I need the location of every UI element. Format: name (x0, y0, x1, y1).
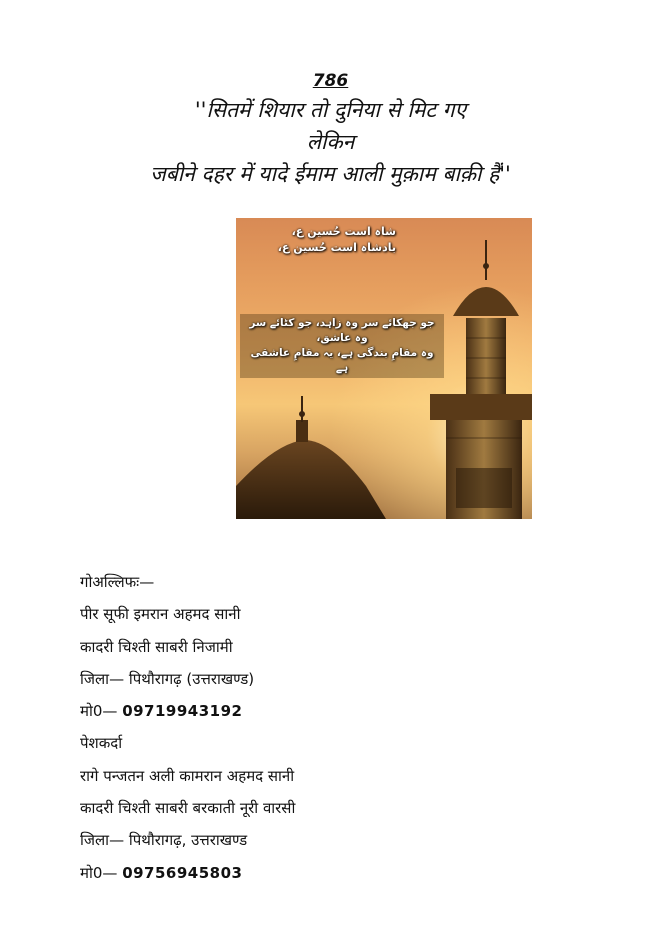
author-mobile-label: मो0— (80, 702, 118, 721)
urdu-top-line-2: بادشاہ است حُسین ع، (277, 241, 396, 254)
header (0, 68, 661, 190)
author-order: कादरी चिश्ती साबरी निजामी (80, 637, 233, 656)
presenter-mobile-row (80, 857, 295, 889)
author-name: पीर सूफी इमरान अहमद सानी (80, 605, 241, 624)
page-number-786: 786 (312, 71, 349, 91)
presenter-mobile: 09756945803 (122, 863, 243, 882)
urdu-mid-line-3: وہ مقامِ بندگی ہے، یہ مقامِ عاشقی (250, 347, 434, 359)
shrine-image (236, 218, 532, 519)
presenter-mobile-label: मो0— (80, 863, 118, 882)
urdu-caption-top (246, 224, 396, 256)
presenter-order: कादरी चिश्ती साबरी बरकाती नूरी वारसी (80, 799, 296, 818)
presenter-label: पेशकर्दा (80, 734, 123, 753)
poem-line-1: ''सितमें शियार तो दुनिया से मिट गए (194, 98, 467, 122)
urdu-mid-line-1: جو جھکائے سر وہ زاہد، جو کٹائے سر (249, 317, 435, 329)
author-mobile: 09719943192 (122, 702, 243, 721)
urdu-mid-line-4: ہے (335, 362, 349, 374)
poem-line-3: जबीने दहर में यादे ईमाम आली मुक़ाम बाक़ी हैं'' (150, 162, 511, 186)
urdu-mid-line-2: وہ عاشق، (316, 332, 368, 344)
presenter-district: जिला— पिथौरागढ़, उत्तराखण्ड (80, 831, 248, 850)
presenter-name: रागे पन्जतन अली कामरान अहमद सानी (80, 766, 295, 785)
poem-line-2: लेकिन (306, 130, 355, 154)
author-district: जिला— पिथौरागढ़ (उत्तराखण्ड) (80, 669, 255, 688)
urdu-top-line-1: شاہ است حُسین ع، (291, 225, 396, 238)
urdu-caption-middle (240, 314, 444, 378)
credits-section (80, 566, 295, 889)
author-mobile-row (80, 695, 295, 727)
author-label: गोअल्लिफः— (80, 573, 155, 591)
